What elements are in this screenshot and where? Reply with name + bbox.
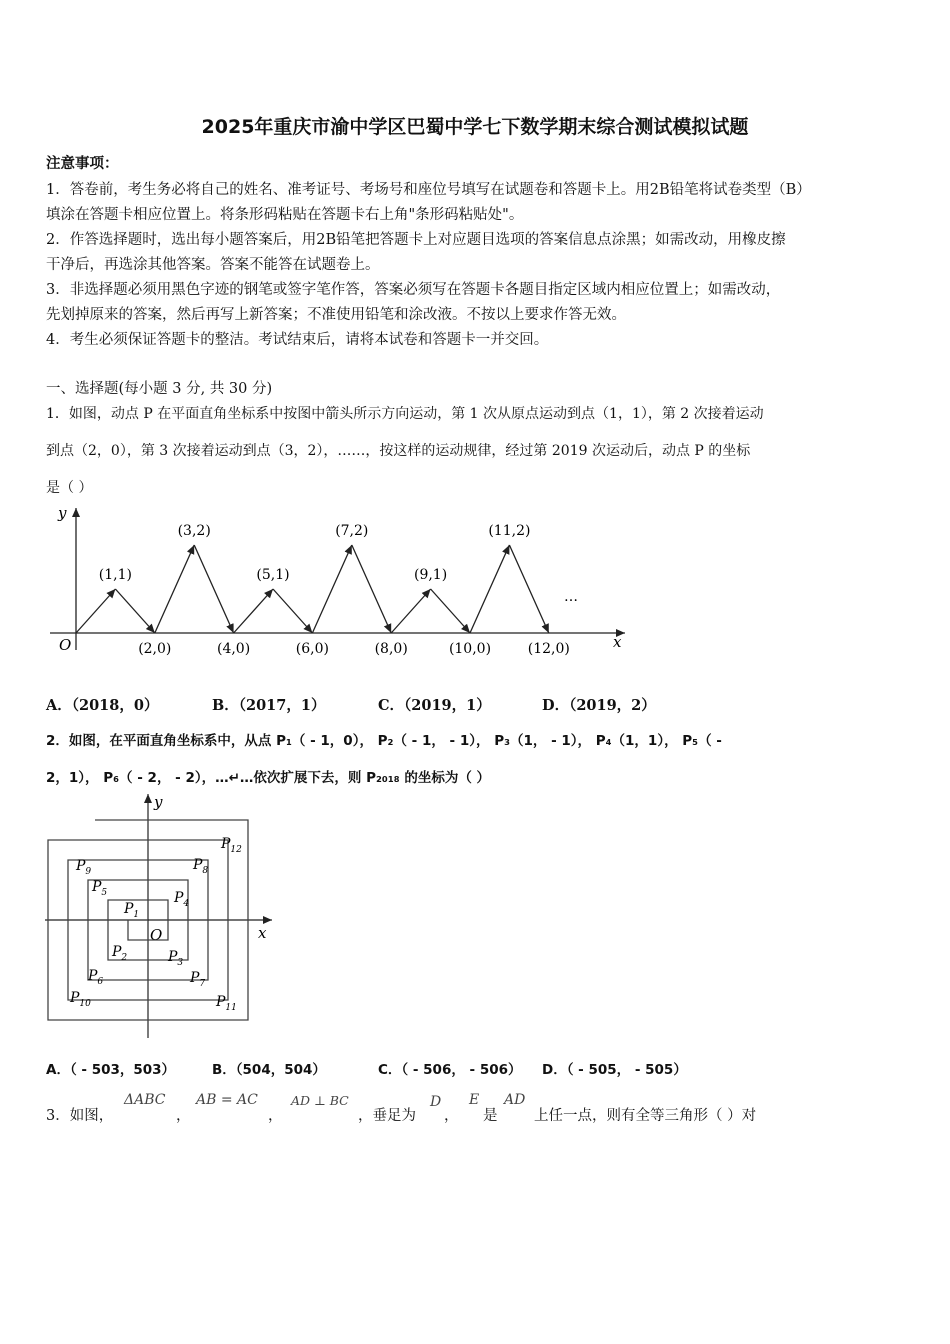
zigzag-segment — [194, 545, 233, 633]
p11-label: $P_{11}$ — [216, 994, 237, 1013]
point-label: (12,0) — [527, 641, 570, 657]
p4-label: $P_4$ — [174, 890, 190, 909]
zigzag-segment — [391, 589, 430, 633]
q3-math-d: D — [430, 1094, 442, 1110]
notice-line: 填涂在答题卡相应位置上。将条形码粘贴在答题卡右上角"条形码粘贴处"。 — [46, 207, 524, 223]
q3-math-e: E — [469, 1092, 480, 1108]
zigzag-segment — [115, 589, 154, 633]
point-label: (1,1) — [98, 567, 133, 583]
p2-label: $P_2$ — [112, 944, 128, 963]
point-label: (4,0) — [216, 641, 251, 657]
point-labels — [99, 523, 570, 657]
point-label: (2,0) — [138, 641, 172, 657]
zigzag-segment — [509, 545, 548, 633]
zigzag-segment — [76, 589, 115, 633]
q3-text-foot: ，垂足为 — [358, 1108, 416, 1124]
q3-sep: ， — [268, 1108, 283, 1124]
p8-label: $P_8$ — [193, 857, 209, 876]
zigzag-segment — [155, 545, 194, 633]
point-label: (9,1) — [413, 567, 448, 583]
p10-label: $P_{10}$ — [70, 990, 91, 1009]
q3-math-triangle: ΔABC — [124, 1092, 166, 1108]
q3-math-perp: AD ⊥ BC — [291, 1093, 349, 1108]
q3-math-equal: AB = AC — [196, 1092, 258, 1108]
zigzag-segment — [431, 589, 470, 633]
p1-label: $P_1$ — [124, 901, 140, 920]
ellipsis: … — [564, 589, 578, 605]
q1-text: 1．如图，动点 P 在平面直角坐标系中按图中箭头所示方向运动，第 1 次从原点运动到点（1，1），第 2 次接着运动 — [46, 406, 764, 422]
section-heading: 一、选择题(每小题 3 分, 共 30 分) — [46, 381, 273, 397]
point-label: (11,2) — [488, 523, 531, 539]
x-axis-label: x — [258, 924, 267, 942]
page-title: 2025年重庆市渝中学区巴蜀中学七下数学期末综合测试模拟试题 — [201, 116, 749, 138]
point-label: (7,2) — [335, 523, 369, 539]
zigzag-segment — [352, 545, 391, 633]
q3-text-is: 是 — [483, 1108, 498, 1124]
zigzag-segment — [273, 589, 312, 633]
q2-option-b[interactable]: B．（504，504） — [212, 1062, 326, 1078]
q2-text: 2，1）， P₆（ - 2， - 2），…↵…依次扩展下去，则 P₂₀₁₈ 的坐标为（ ） — [46, 770, 491, 786]
p7-label: $P_7$ — [190, 970, 206, 989]
q2-option-d[interactable]: D．（ - 505， - 505） — [542, 1062, 687, 1078]
q3-text-rest: 上任一点，则有全等三角形（ ）对 — [534, 1108, 757, 1124]
q1-option-d[interactable]: D．（2019，2） — [542, 697, 656, 714]
point-label: (8,0) — [374, 641, 408, 657]
notice-line: 先划掉原来的答案，然后再写上新答案；不准使用铅笔和涂改液。不按以上要求作答无效。 — [46, 307, 626, 323]
q1-zigzag-figure — [40, 500, 640, 665]
q3-prefix: 3．如图， — [46, 1108, 114, 1124]
q2-option-c[interactable]: C．（ - 506， - 506） — [378, 1062, 522, 1078]
q3-sep: ， — [444, 1108, 459, 1124]
y-axis-label: y — [58, 504, 67, 522]
zigzag-segment — [312, 545, 351, 633]
notice-line: 3．非选择题必须用黑色字迹的钢笔或签字笔作答，答案必须写在答题卡各题目指定区域内相应位置上；如需改动， — [46, 282, 781, 298]
spiral-point-labels — [69, 836, 242, 1013]
q3-sep: ， — [176, 1108, 191, 1124]
p9-label: $P_9$ — [76, 858, 92, 877]
notice-heading: 注意事项： — [46, 155, 119, 172]
p5-label: $P_5$ — [92, 879, 108, 898]
x-axis-label: x — [613, 633, 622, 651]
point-label: (10,0) — [448, 641, 492, 657]
q2-option-a[interactable]: A．（ - 503，503） — [46, 1062, 176, 1078]
zigzag-path — [76, 545, 549, 633]
origin-label: O — [59, 636, 72, 654]
q1-option-c[interactable]: C．（2019，1） — [378, 697, 491, 714]
q1-text: 到点（2，0），第 3 次接着运动到点（3，2），……，按这样的运动规律，经过第 2019 次运动后，动点 P 的坐标 — [46, 443, 751, 459]
q1-text: 是（ ） — [46, 480, 93, 496]
point-label: (3,2) — [177, 523, 211, 539]
notice-line: 干净后，再选涂其他答案。答案不能答在试题卷上。 — [46, 257, 380, 273]
notice-line: 1．答卷前，考生务必将自己的姓名、准考证号、考场号和座位号填写在试题卷和答题卡上。用2B铅笔将试卷类型（B） — [46, 182, 811, 198]
q1-option-a[interactable]: A．（2018，0） — [46, 697, 159, 714]
p3-label: $P_3$ — [168, 949, 184, 968]
notice-line: 4．考生必须保证答题卡的整洁。考试结束后，请将本试卷和答题卡一并交回。 — [46, 332, 549, 348]
p6-label: $P_6$ — [88, 968, 104, 987]
zigzag-segment — [470, 545, 509, 633]
p12-label: $P_{12}$ — [221, 836, 242, 855]
origin-label: O — [150, 926, 163, 944]
notice-line: 2．作答选择题时，选出每小题答案后，用2B铅笔把答题卡上对应题目选项的答案信息点涂黑；如需改动，用橡皮擦 — [46, 232, 786, 248]
zigzag-segment — [234, 589, 273, 633]
q1-option-b[interactable]: B．（2017，1） — [212, 697, 326, 714]
q2-square-spiral-figure — [40, 790, 285, 1040]
q2-text: 2．如图，在平面直角坐标系中，从点 P₁（ - 1，0）， P₂（ - 1， - 1）， P₃（1， - 1）， P₄（1，1）， P₅（ - — [46, 733, 722, 749]
y-axis-label: y — [154, 793, 163, 811]
point-label: (6,0) — [295, 641, 330, 657]
point-label: (5,1) — [256, 567, 290, 583]
q3-math-ad: AD — [504, 1092, 526, 1108]
